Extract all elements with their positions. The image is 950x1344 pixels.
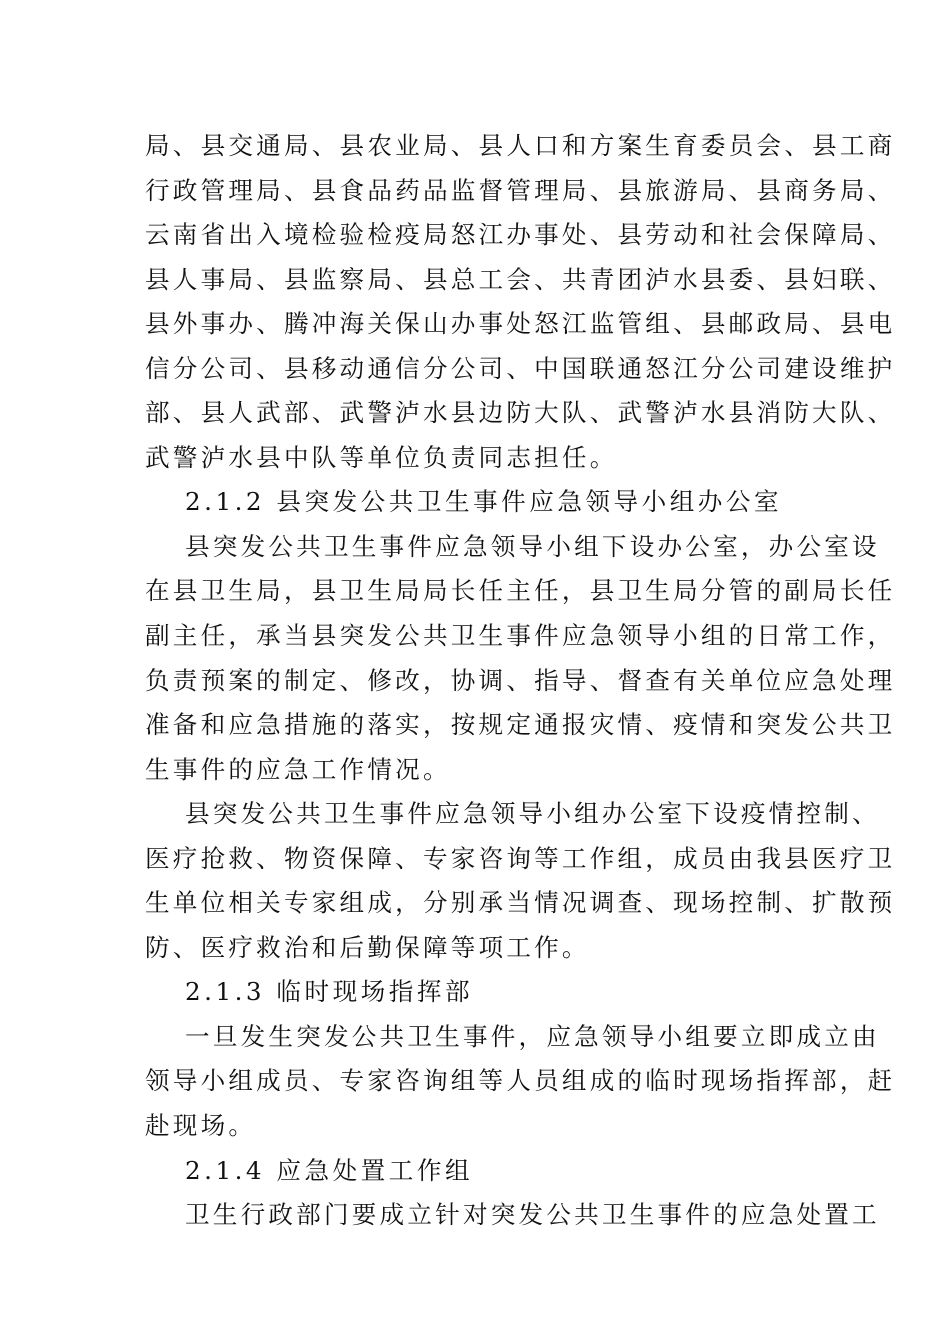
text-line: 县人事局、县监察局、县总工会、共青团泸水县委、县妇联、 [145, 264, 896, 294]
text-line: 云南省出入境检验检疫局怒江办事处、县劳动和社会保障局、 [145, 220, 896, 250]
text-line: 武警泸水县中队等单位负责同志担任。 [145, 442, 618, 472]
text-line: 局、县交通局、县农业局、县人口和方案生育委员会、县工商 [145, 131, 896, 160]
text-line: 生事件的应急工作情况。 [145, 754, 451, 784]
text-line: 部、县人武部、武警泸水县边防大队、武警泸水县消防大队、 [145, 398, 896, 428]
paragraph-working-groups [145, 792, 896, 970]
section-heading-2-1-3 [145, 970, 808, 1015]
text-line: 一旦发生突发公共卫生事件，应急领导小组要立即成立由 [185, 1021, 880, 1051]
paragraph-members-list [145, 124, 896, 480]
heading-text: 2.1.3 临时现场指挥部 [185, 977, 474, 1007]
text-line: 生单位相关专家组成，分别承当情况调查、现场控制、扩散预 [145, 888, 896, 918]
text-line: 信分公司、县移动通信分公司、中国联通怒江分公司建设维护 [145, 353, 896, 383]
text-line: 行政管理局、县食品药品监督管理局、县旅游局、县商务局、 [145, 175, 896, 205]
text-line: 卫生行政部门要成立针对突发公共卫生事件的应急处置工 [185, 1200, 880, 1230]
text-line: 在县卫生局，县卫生局局长任主任，县卫生局分管的副局长任 [145, 576, 896, 606]
document-page [145, 124, 896, 1238]
paragraph-office-duties [145, 525, 896, 792]
text-line: 负责预案的制定、修改，协调、指导、督查有关单位应急处理 [145, 665, 896, 695]
text-line: 县突发公共卫生事件应急领导小组办公室下设疫情控制、 [185, 799, 880, 829]
text-line: 领导小组成员、专家咨询组等人员组成的临时现场指挥部，赶 [145, 1066, 896, 1096]
text-line: 医疗抢救、物资保障、专家咨询等工作组，成员由我县医疗卫 [145, 843, 896, 873]
text-line: 县外事办、腾冲海关保山办事处怒江监管组、县邮政局、县电 [145, 309, 896, 339]
heading-text: 2.1.4 应急处置工作组 [185, 1155, 474, 1185]
text-line: 县突发公共卫生事件应急领导小组下设办公室，办公室设 [185, 531, 880, 561]
text-line: 防、医疗救治和后勤保障等项工作。 [145, 932, 590, 962]
section-heading-2-1-4 [145, 1149, 808, 1194]
paragraph-field-command [145, 1015, 896, 1149]
paragraph-response-teams [145, 1193, 880, 1238]
text-line: 赴现场。 [145, 1111, 257, 1141]
text-line: 副主任，承当县突发公共卫生事件应急领导小组的日常工作， [145, 621, 896, 651]
heading-text: 2.1.2 县突发公共卫生事件应急领导小组办公室 [185, 487, 783, 517]
section-heading-2-1-2 [145, 480, 808, 525]
text-line: 准备和应急措施的落实，按规定通报灾情、疫情和突发公共卫 [145, 710, 896, 740]
